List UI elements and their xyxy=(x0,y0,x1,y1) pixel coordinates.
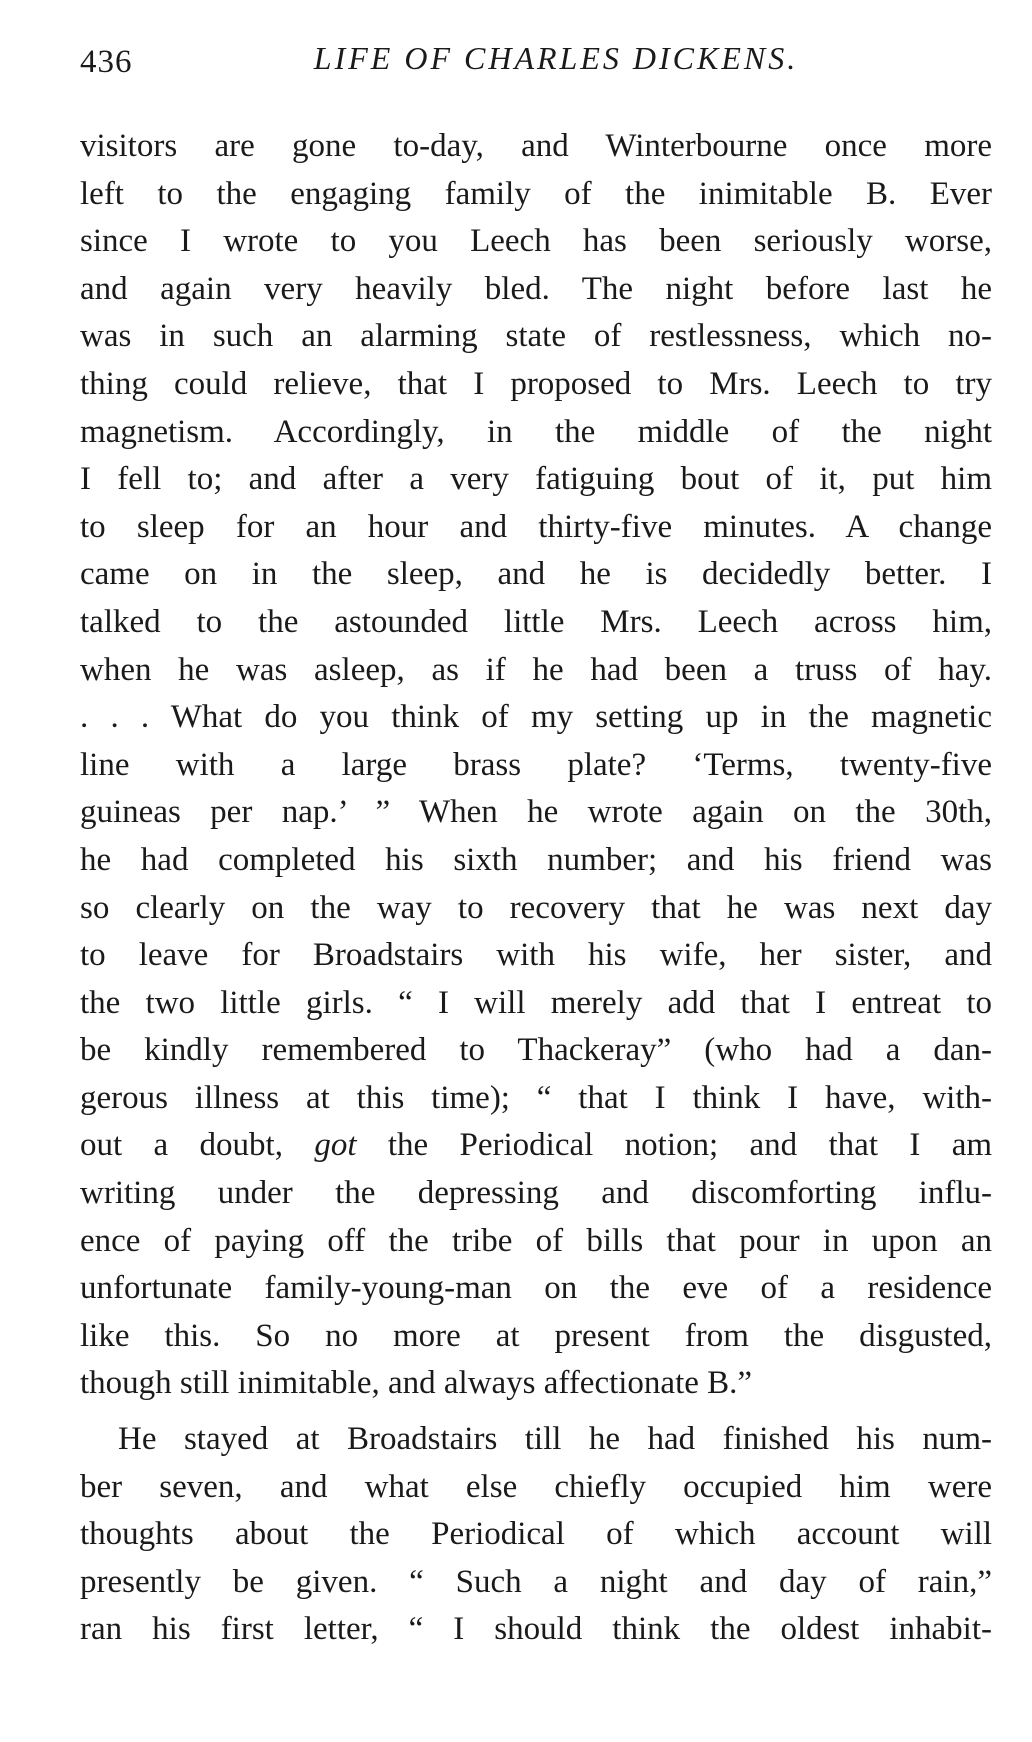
text-line: ence of paying off the tribe of bills that pour in upon an xyxy=(80,1222,992,1259)
text-line: since I wrote to you Leech has been seriously worse, xyxy=(80,223,992,260)
text-line: be kindly remembered to Thackeray” (who had a dan- xyxy=(80,1032,992,1069)
text-line: He stayed at Broadstairs till he had finished his num- xyxy=(118,1421,992,1458)
text-line: so clearly on the way to recovery that he was next day xyxy=(80,889,992,926)
text-line: ber seven, and what else chiefly occupied him were xyxy=(80,1468,992,1505)
text-line: thoughts about the Periodical of which account will xyxy=(80,1516,992,1553)
page-header xyxy=(80,40,992,100)
text-line: line with a large brass plate? ‘Terms, twenty-five xyxy=(80,746,992,783)
text-line: magnetism. Accordingly, in the middle of the night xyxy=(80,413,992,450)
text-line: to leave for Broadstairs with his wife, her sister, and xyxy=(80,937,992,974)
text-fragment: the Periodical notion; and that I am xyxy=(356,1127,993,1164)
text-line: thing could relieve, that I proposed to Mrs. Leech to try xyxy=(80,365,992,402)
text-line: like this. So no more at present from the disgusted, xyxy=(80,1317,992,1354)
page-number: 436 xyxy=(80,44,133,80)
italic-word: got xyxy=(314,1127,357,1164)
text-line: when he was asleep, as if he had been a truss of hay. xyxy=(80,651,992,688)
text-line: . . . What do you think of my setting up in the magnetic xyxy=(80,699,992,736)
text-line: writing under the depressing and discomforting influ- xyxy=(80,1175,992,1212)
paragraph-1 xyxy=(80,123,992,1408)
text-line: was in such an alarming state of restlessness, which no- xyxy=(80,318,992,355)
text-line-with-italic xyxy=(80,1122,992,1170)
text-line: the two little girls. “ I will merely add that I entreat to xyxy=(80,984,992,1021)
text-line: and again very heavily bled. The night before last he xyxy=(80,270,992,307)
text-line: ran his first letter, “ I should think the oldest inhabit- xyxy=(80,1611,992,1648)
text-line: visitors are gone to-day, and Winterbourne once more xyxy=(80,128,992,164)
text-line: to sleep for an hour and thirty-five minutes. A change xyxy=(80,508,992,545)
text-line: presently be given. “ Such a night and day of rain,” xyxy=(80,1563,992,1600)
text-line: though still inimitable, and always affectionate B.” xyxy=(80,1365,753,1402)
text-fragment: out a doubt, xyxy=(80,1127,315,1164)
text-line: guineas per nap.’ ” When he wrote again on the 30th, xyxy=(80,794,992,831)
text-line: gerous illness at this time); “ that I think I have, with- xyxy=(80,1079,992,1116)
running-head: LIFE OF CHARLES DICKENS. xyxy=(313,40,799,76)
text-line: he had completed his sixth number; and his friend was xyxy=(80,841,992,878)
body-text xyxy=(80,123,992,1654)
text-line: unfortunate family-young-man on the eve of a residence xyxy=(80,1270,992,1307)
text-line: talked to the astounded little Mrs. Leech across him, xyxy=(80,603,992,640)
text-line: came on in the sleep, and he is decidedly better. I xyxy=(80,556,992,593)
paragraph-2 xyxy=(80,1416,992,1654)
text-line: left to the engaging family of the inimitable B. Ever xyxy=(80,175,992,212)
text-line: I fell to; and after a very fatiguing bout of it, put him xyxy=(80,461,992,498)
